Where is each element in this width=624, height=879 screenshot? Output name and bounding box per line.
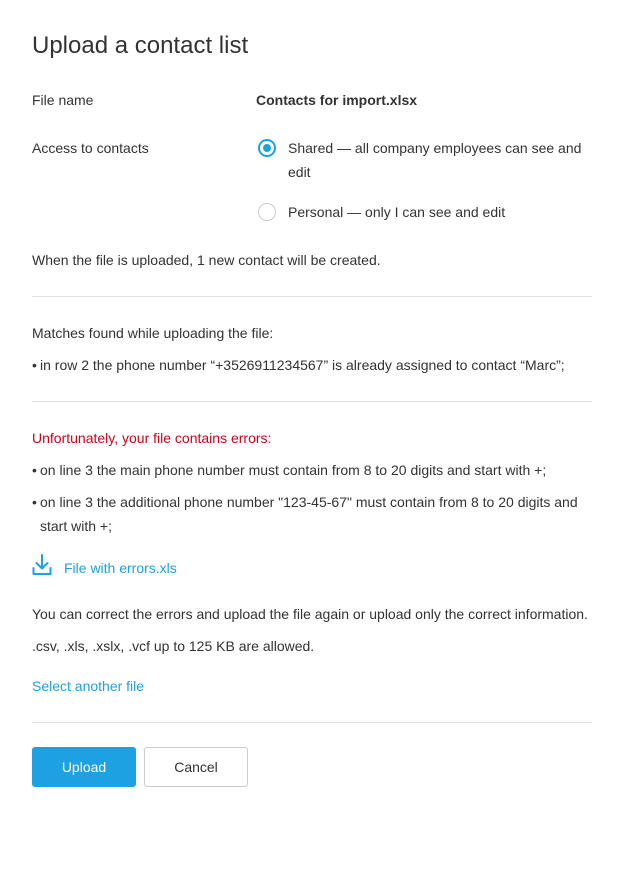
download-errors-link[interactable] xyxy=(32,554,177,581)
download-errors-label[interactable]: File with errors.xls xyxy=(64,559,177,576)
access-option-shared[interactable] xyxy=(258,139,588,184)
divider xyxy=(32,722,592,723)
bullet-dot: • xyxy=(32,357,37,373)
file-name-value: Contacts for import.xlsx xyxy=(256,92,418,108)
radio-personal[interactable] xyxy=(258,203,276,221)
match-item xyxy=(32,353,592,377)
access-option-personal-label: Personal — only I can see and edit xyxy=(288,204,506,220)
cancel-button[interactable]: Cancel xyxy=(144,747,248,787)
error-item-text: on line 3 the additional phone number "123-45-67" must contain from 8 to 20 digits and start with +; xyxy=(40,494,578,534)
access-option-shared-label: Shared — all company employees can see and edit xyxy=(288,140,582,180)
radio-shared[interactable] xyxy=(258,139,276,157)
divider xyxy=(32,296,592,297)
download-icon xyxy=(32,554,52,581)
errors-title: Unfortunately, your file contains errors: xyxy=(32,430,272,446)
error-item-text: on line 3 the main phone number must contain from 8 to 20 digits and start with +; xyxy=(40,462,547,478)
bullet-dot: • xyxy=(32,494,37,510)
matches-title: Matches found while uploading the file: xyxy=(32,325,274,341)
bullet-dot: • xyxy=(32,462,37,478)
error-item xyxy=(32,490,592,538)
upload-summary: When the file is uploaded, 1 new contact will be created. xyxy=(32,252,381,268)
access-label: Access to contacts xyxy=(32,140,149,156)
page-title: Upload a contact list xyxy=(32,32,249,59)
error-item xyxy=(32,458,592,482)
divider xyxy=(32,401,592,402)
allowed-formats: .csv, .xls, .xslx, .vcf up to 125 KB are allowed. xyxy=(32,638,315,654)
file-name-label: File name xyxy=(32,92,94,108)
upload-button[interactable]: Upload xyxy=(32,747,136,787)
errors-hint: You can correct the errors and upload the file again or upload only the correct information. xyxy=(32,606,588,622)
access-option-personal[interactable] xyxy=(258,203,588,224)
select-another-file-link[interactable]: Select another file xyxy=(32,678,145,694)
match-item-text: in row 2 the phone number “+3526911234567” is already assigned to contact “Marc”; xyxy=(40,357,565,373)
